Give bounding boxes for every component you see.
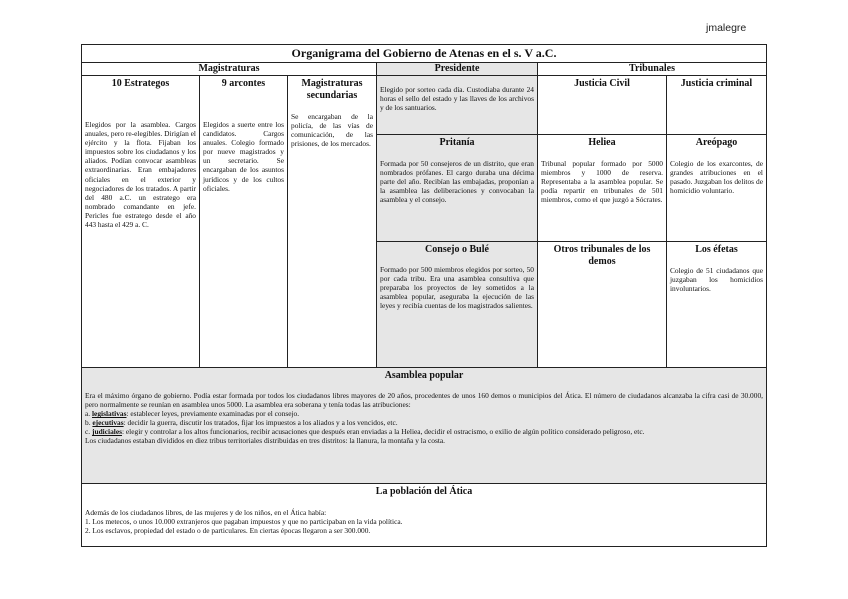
efetas-text: Colegio de 51 ciudadanos que juzgaban los homicidios involuntarios. [670, 266, 763, 294]
arcontes-title: 9 arcontes [221, 78, 266, 89]
presidente-cell [377, 76, 538, 135]
justicia-civil-cell [538, 76, 667, 135]
organigram-table [81, 44, 767, 547]
secundarias-text: Se encargaban de la policía, de las vías de comunicación, de las prisiones, de los mercados. [291, 112, 373, 149]
table-title: Organigrama del Gobierno de Atenas en el s. V a.C. [291, 46, 557, 60]
asamblea-outro: Los ciudadanos estaban divididos en diez tribus territoriales distribuidas en tres distritos: la llanura, la montaña y la costa. [85, 436, 445, 446]
heliea-text: Tribunal popular formado por 5000 miembros y 1000 de reserva. Representaba a la asamblea popular. Se podía repartir en tribunales de 501 miembros, como el que juzgó a Sócrates. [541, 159, 663, 205]
secundarias-cell [288, 76, 377, 368]
arcontes-cell [200, 76, 288, 368]
poblacion-cell [82, 484, 766, 546]
otros-tribunales-title: Otros tribunales de los demos [553, 244, 651, 267]
heliea-title: Heliea [588, 137, 616, 148]
estrategos-title: 10 Estrategos [111, 78, 170, 89]
poblacion-line: Además de los ciudadanos libres, de las mujeres y de los niños, en el Ática había: [85, 508, 327, 517]
asamblea-item-legislativas: a. legislativas: establecer leyes, previamente examinadas por el consejo. [85, 409, 300, 419]
pritania-text: Formada por 50 consejeros de un distrito, que eran nombrados prófanes. El cargo duraba una décima parte del año. Recibían las embajadas, proponían a la asamblea las deliberaciones y convocaban la asamblea y el consejo. [380, 159, 534, 205]
asamblea-title: Asamblea popular [384, 370, 464, 381]
areopago-title: Areópago [695, 137, 738, 148]
tribunales-header: Tribunales [538, 63, 766, 76]
author-label: jmalegre [706, 22, 747, 34]
presidente-header: Presidente [377, 63, 538, 76]
secundarias-title: Magistraturas secundarias [301, 78, 363, 101]
asamblea-item-judiciales: c. judiciales: elegir y controlar a los altos funcionarios, recibir acusaciones que después eran enviadas a la Heliea, decidir el ostracismo, o exilio de algún político considerado peligroso, etc. [85, 427, 645, 437]
poblacion-line: 1. Los metecos, o unos 10.000 extranjeros que pagaban impuestos y que no participaban en la vida política. [85, 517, 403, 527]
poblacion-line: 2. Los esclavos, propiedad del estado o de particulares. En ciertas épocas llegaron a ser 300.000. [85, 526, 371, 536]
presidente-text: Elegido por sorteo cada día. Custodiaba durante 24 horas el sello del estado y las llaves de los archivos y de los santuarios. [380, 85, 534, 113]
poblacion-title: La población del Ática [375, 486, 473, 497]
areopago-text: Colegio de los exarcontes, de grandes atribuciones en el pasado. Juzgaban los delitos de homicidio voluntario. [670, 159, 763, 196]
asamblea-cell [82, 368, 766, 484]
areopago-cell [667, 135, 766, 242]
estrategos-text: Elegidos por la asamblea. Cargos anuales, pero re-elegibles. Dirigían el ejército y la flota. Fijaban los impuestos sobre los ciudadanos y los aliados. Podían convocar asambleas extraordinarias. Eran embajadores oficiales en el exterior y negociadores de los tratados. A partir del 480 a.C. un estratego era nombrado comandante en jefe. Pericles fue estratego desde el año 443 hasta el 429 a. C. [85, 120, 196, 230]
efetas-cell [667, 242, 766, 368]
efetas-title: Los éfetas [695, 244, 738, 255]
otros-tribunales-cell [538, 242, 667, 368]
justicia-civil-title: Justicia Civil [574, 78, 630, 89]
estrategos-cell [82, 76, 200, 368]
consejo-cell [377, 242, 538, 368]
consejo-title: Consejo o Bulé [425, 244, 489, 255]
justicia-criminal-cell [667, 76, 766, 135]
magistraturas-header: Magistraturas [82, 63, 377, 76]
asamblea-item-ejecutivas: b. ejecutivas: decidir la guerra, discutir los tratados, fijar los impuestos a los aliados y a los vencidos, etc. [85, 418, 398, 428]
asamblea-intro: Era el máximo órgano de gobierno. Podía estar formada por todos los ciudadanos libres mayores de 20 años, procedentes de unos 160 demos o municipios del Ática. El número de ciudadanos alcanzaba la cifra casi de 30.000, pero normalmente se reunían en asamblea unos 5000. La asamblea era soberana y tenía todas las atribuciones: [85, 391, 763, 410]
arcontes-text: Elegidos a suerte entre los candidatos. Cargos anuales. Colegio formado por nueve magistrados y un secretario. Se encargaban de los asuntos jurídicos y de los cultos oficiales. [203, 120, 284, 193]
consejo-text: Formado por 500 miembros elegidos por sorteo, 50 por cada tribu. Era una asamblea consultiva que preparaba los proyectos de ley sometidos a la asamblea popular, aseguraba la ejecución de las leyes y recibía cuentas de los magistrados salientes. [380, 265, 534, 311]
pritania-title: Pritanía [439, 137, 475, 148]
table-title-cell [82, 45, 766, 63]
pritania-cell [377, 135, 538, 242]
justicia-criminal-title: Justicia criminal [680, 78, 753, 89]
heliea-cell [538, 135, 667, 242]
